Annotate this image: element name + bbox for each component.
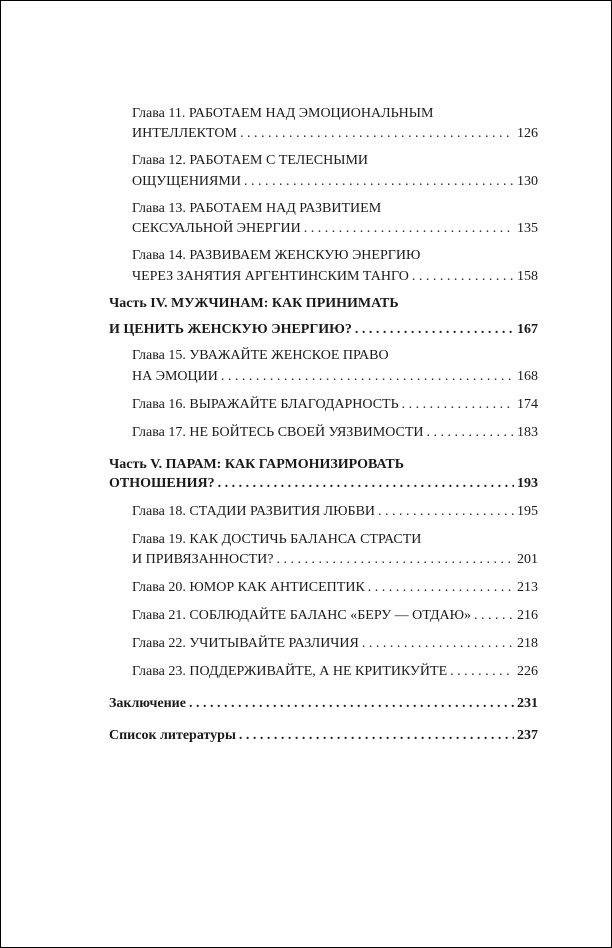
entry-title: Глава 17. НЕ БОЙТЕСЬ СВОЕЙ УЯЗВИМОСТИ: [132, 425, 424, 440]
entry-title: ИНТЕЛЛЕКТОМ: [132, 126, 237, 141]
toc-bibliography[interactable]: [109, 726, 538, 746]
toc-part5[interactable]: [109, 474, 538, 494]
entry-title: Глава 20. ЮМОР КАК АНТИСЕПТИК: [132, 580, 365, 595]
dot-leader: [221, 367, 514, 387]
page-number: 183: [517, 425, 538, 440]
toc-entry-ch19-title: [132, 530, 538, 550]
dot-leader: [276, 550, 514, 570]
dot-leader: [402, 395, 514, 415]
toc-entry-ch15[interactable]: [132, 367, 538, 387]
toc-entry-ch17[interactable]: [132, 423, 538, 443]
page-number: 167: [517, 322, 538, 337]
dot-leader: [474, 606, 514, 626]
page-number: 216: [517, 608, 538, 623]
entry-title: Глава 18. СТАДИИ РАЗВИТИЯ ЛЮБВИ: [132, 504, 376, 519]
toc-entry-ch11-title: [132, 104, 538, 124]
toc-part4-title: [109, 294, 538, 314]
page-number: 237: [517, 728, 538, 743]
entry-title: И ПРИВЯЗАННОСТИ?: [132, 552, 274, 567]
toc-entry-ch14[interactable]: [132, 267, 538, 287]
toc-entry-ch13[interactable]: [132, 219, 538, 239]
entry-title: Глава 23. ПОДДЕРЖИВАЙТЕ, А НЕ КРИТИКУЙТЕ: [132, 664, 448, 679]
page-number: 158: [517, 269, 538, 284]
page-number: 193: [517, 476, 538, 491]
dot-leader: [362, 634, 514, 654]
toc-part4[interactable]: [109, 320, 538, 340]
toc-entry-ch11[interactable]: [132, 124, 538, 144]
dot-leader: [218, 474, 514, 494]
entry-title: ОЩУЩЕНИЯМИ: [132, 174, 241, 189]
entry-title: Глава 12. РАБОТАЕМ С ТЕЛЕСНЫМИ: [132, 153, 369, 168]
dot-leader: [412, 267, 514, 287]
dot-leader: [189, 694, 514, 714]
entry-title: ОТНОШЕНИЯ?: [109, 476, 215, 491]
entry-title: Глава 14. РАЗВИВАЕМ ЖЕНСКУЮ ЭНЕРГИЮ: [132, 248, 421, 263]
toc-entry-ch13-title: [132, 199, 538, 219]
entry-title: Глава 13. РАБОТАЕМ НАД РАЗВИТИЕМ: [132, 201, 382, 216]
dot-leader: [244, 172, 514, 192]
entry-title: СЕКСУАЛЬНОЙ ЭНЕРГИИ: [132, 221, 301, 236]
entry-title: Заключение: [109, 696, 186, 711]
dot-leader: [355, 320, 514, 340]
toc-entry-ch12-title: [132, 151, 538, 171]
page-number: 213: [517, 580, 538, 595]
entry-title: Глава 16. ВЫРАЖАЙТЕ БЛАГОДАРНОСТЬ: [132, 397, 399, 412]
page-number: 201: [517, 552, 538, 567]
entry-title: Часть IV. МУЖЧИНАМ: КАК ПРИНИМАТЬ: [109, 296, 399, 311]
dot-leader: [239, 726, 514, 746]
dot-leader: [378, 502, 514, 522]
entry-title: И ЦЕНИТЬ ЖЕНСКУЮ ЭНЕРГИЮ?: [109, 322, 352, 337]
page-number: 126: [517, 126, 538, 141]
entry-title: ЧЕРЕЗ ЗАНЯТИЯ АРГЕНТИНСКИМ ТАНГО: [132, 269, 409, 284]
page-number: 226: [517, 664, 538, 679]
entry-title: Часть V. ПАРАМ: КАК ГАРМОНИЗИРОВАТЬ: [109, 457, 404, 472]
page-number: 174: [517, 397, 538, 412]
page-number: 231: [517, 696, 538, 711]
dot-leader: [240, 124, 514, 144]
dot-leader: [368, 578, 514, 598]
dot-leader: [427, 423, 515, 443]
dot-leader: [450, 662, 514, 682]
toc-conclusion[interactable]: [109, 694, 538, 714]
toc-entry-ch14-title: [132, 246, 538, 266]
toc-entry-ch12[interactable]: [132, 172, 538, 192]
toc-entry-ch18[interactable]: [132, 502, 538, 522]
entry-title: НА ЭМОЦИИ: [132, 369, 218, 384]
page-number: 195: [517, 504, 538, 519]
page-number: 130: [517, 174, 538, 189]
toc-entry-ch15-title: [132, 346, 538, 366]
toc-entry-ch19[interactable]: [132, 550, 538, 570]
entry-title: Глава 15. УВАЖАЙТЕ ЖЕНСКОЕ ПРАВО: [132, 348, 389, 363]
page-number: 135: [517, 221, 538, 236]
dot-leader: [304, 219, 514, 239]
toc-part5-title: [109, 455, 538, 475]
page-number: 218: [517, 636, 538, 651]
toc-entry-ch20[interactable]: [132, 578, 538, 598]
toc-entry-ch22[interactable]: [132, 634, 538, 654]
page-number: 168: [517, 369, 538, 384]
entry-title: Список литературы: [109, 728, 236, 743]
entry-title: Глава 22. УЧИТЫВАЙТЕ РАЗЛИЧИЯ: [132, 636, 359, 651]
entry-title: Глава 11. РАБОТАЕМ НАД ЭМОЦИОНАЛЬНЫМ: [132, 106, 434, 121]
entry-title: Глава 19. КАК ДОСТИЧЬ БАЛАНСА СТРАСТИ: [132, 532, 422, 547]
toc-entry-ch16[interactable]: [132, 395, 538, 415]
entry-title: Глава 21. СОБЛЮДАЙТЕ БАЛАНС «БЕРУ — ОТДАЮ»: [132, 608, 472, 623]
toc-entry-ch23[interactable]: [132, 662, 538, 682]
toc-entry-ch21[interactable]: [132, 606, 538, 626]
